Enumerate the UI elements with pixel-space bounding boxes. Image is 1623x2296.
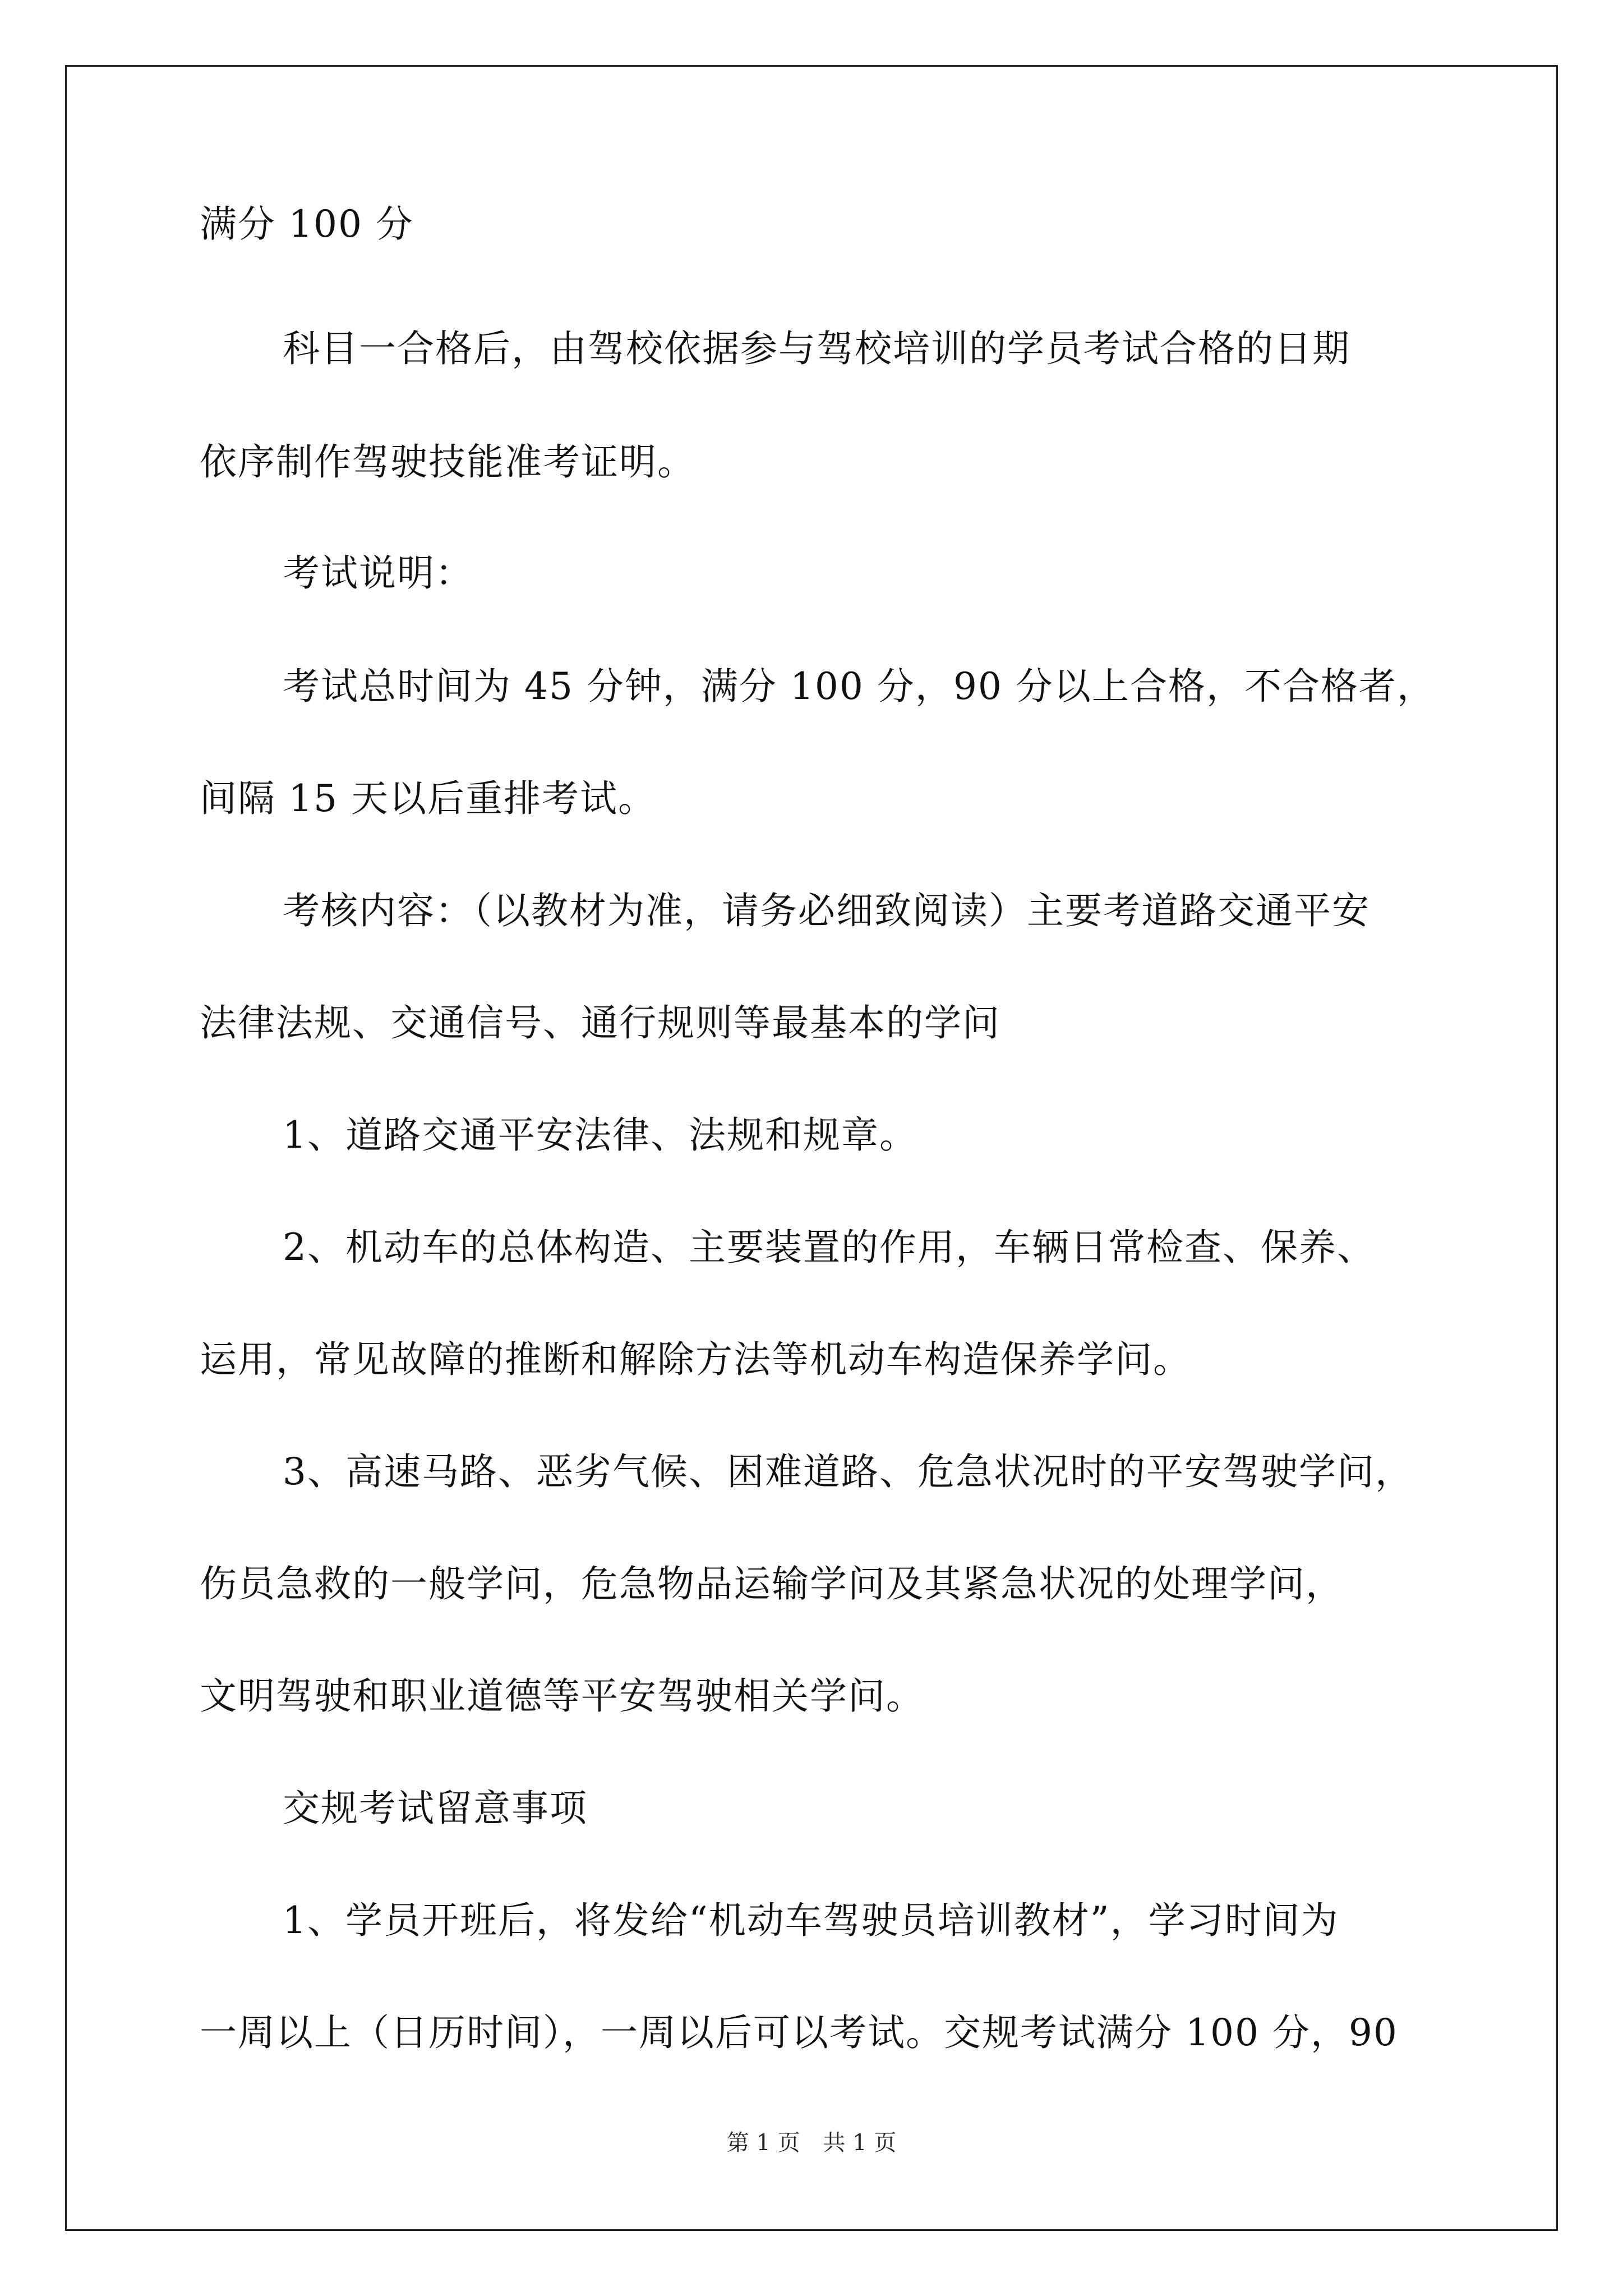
text-line: 考核内容：（以教材为准，请务必细致阅读）主要考道路交通平安 [283, 889, 1370, 932]
list-item: 3、高速马路、恶劣气候、困难道路、危急状况时的平安驾驶学问， [283, 1450, 1413, 1493]
list-item: 1、道路交通平安法律、法规和规章。 [283, 1114, 917, 1157]
text-line: 文明驾驶和职业道德等平安驾驶相关学问。 [200, 1674, 924, 1718]
text-line: 伤员急救的一般学问，危急物品运输学问及其紧急状况的处理学问， [200, 1562, 1344, 1605]
page-number: 第 1 页 [726, 2130, 800, 2156]
list-item: 2、机动车的总体构造、主要装置的作用，车辆日常检查、保养、 [283, 1226, 1375, 1269]
text-line: 间隔 15 天以后重排考试。 [200, 777, 656, 820]
text-line: 科目一合格后，由驾校依据参与驾校培训的学员考试合格的日期 [283, 327, 1350, 370]
text-line: 满分 100 分 [200, 203, 414, 246]
text-line: 考试总时间为 45 分钟，满分 100 分，90 分以上合格，不合格者， [283, 665, 1435, 708]
text-line: 一周以上（日历时间），一周以后可以考试。交规考试满分 100 分，90 [200, 2011, 1398, 2054]
text-line: 运用，常见故障的推断和解除方法等机动车构造保养学问。 [200, 1338, 1191, 1381]
page-footer [0, 2129, 1623, 2157]
section-heading: 考试说明： [283, 551, 473, 595]
section-heading: 交规考试留意事项 [283, 1787, 588, 1830]
text-line: 依序制作驾驶技能准考证明。 [200, 440, 695, 484]
text-line: 法律法规、交通信号、通行规则等最基本的学问 [200, 1001, 1000, 1045]
page-total: 共 1 页 [823, 2130, 897, 2156]
list-item: 1、学员开班后，将发给“机动车驾驶员培训教材”，学习时间为 [283, 1899, 1339, 1942]
